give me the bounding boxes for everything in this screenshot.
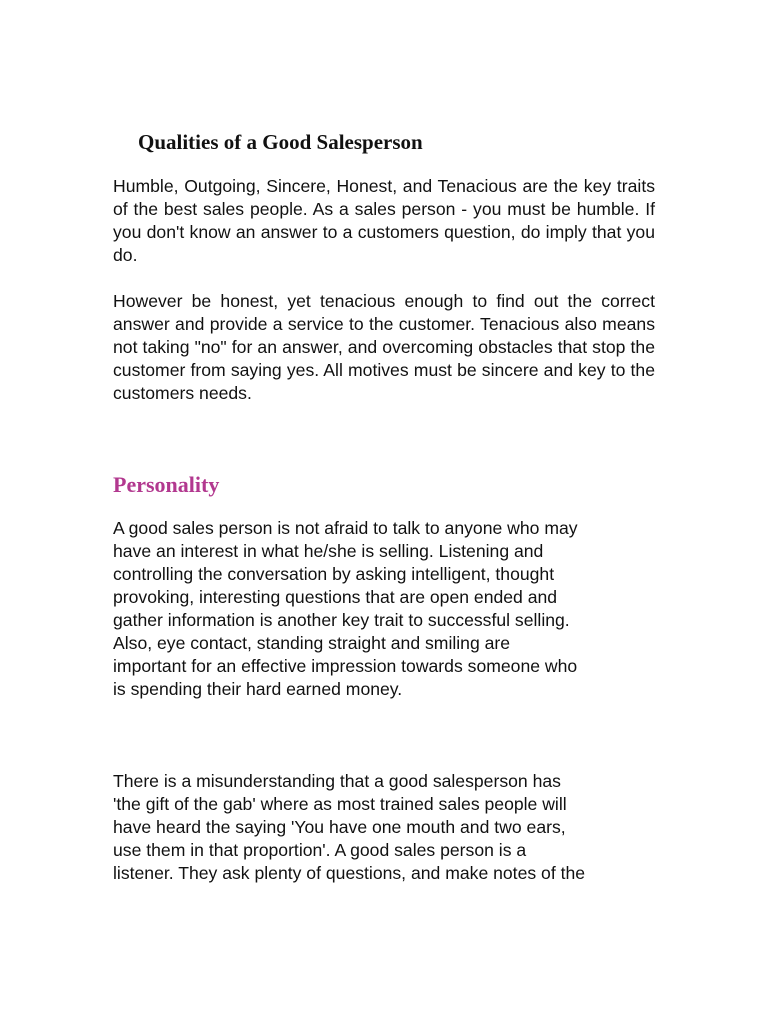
document-title: Qualities of a Good Salesperson	[138, 130, 423, 154]
personality-paragraph: A good sales person is not afraid to talk to anyone who may have an interest in what he/she is selling. Listening and controlling the conversation by asking intelligent, thought provoking, interesting questions that are open ended and gather information is another key trait to successful selling. Also, eye contact, standing straight and smiling are important for an effective impression towards someone who is spending their hard earned money.	[113, 518, 578, 699]
section-heading-personality: Personality	[113, 472, 220, 497]
closing-paragraph: There is a misunderstanding that a good salesperson has 'the gift of the gab' where as most trained sales people will have heard the saying 'You have one mouth and two ears, use them in that proportion'. A good sales person is a listener. They ask plenty of questions, and make notes of the	[113, 771, 586, 883]
intro-paragraph-2: However be honest, yet tenacious enough to find out the correct answer and provide a service to the customer. Tenacious also means not taking "no" for an answer, and overcoming obstacles that stop the customer from saying yes. All motives must be sincere and key to the customers needs.	[113, 291, 655, 403]
intro-paragraph-1: Humble, Outgoing, Sincere, Honest, and Tenacious are the key traits of the best sales people. As a sales person - you must be humble. If you don't know an answer to a customers question, do imply that you do.	[113, 176, 655, 265]
